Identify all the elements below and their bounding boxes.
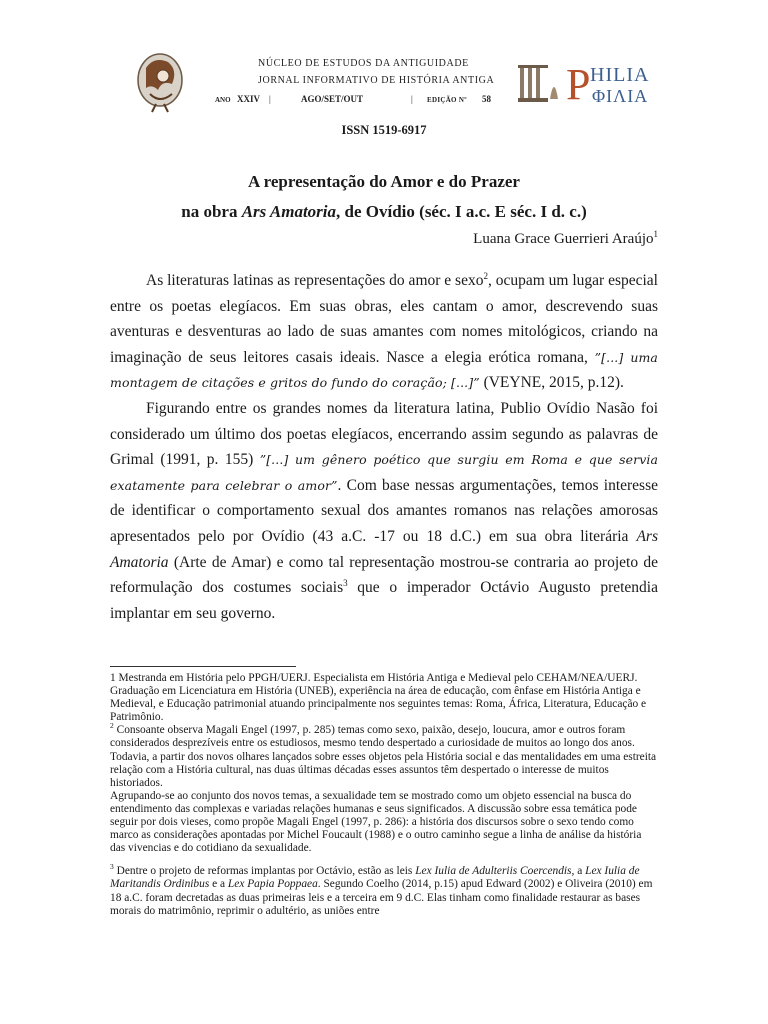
footnote-ref: 2 — [483, 270, 488, 281]
journal-header — [0, 0, 768, 140]
paragraph: Figurando entre os grandes nomes da literatura latina, Publio Ovídio Nasão foi considerado um último dos poetas elegíacos, encerrando assim segundo as palavras de Grimal (1991, p. 155) ”[...] um gênero poético que surgiu em Roma e que servia exatamente para celebrar o amor”. Com base nessas argumentações, temos interesse de identificar o comportamento sexual dos amantes romanos nas relações amorosas apresentados pelo por Ovídio (43 a.C. -17 ou 18 d.C.) em sua obra literária Ars Amatoria (Arte de Amar) e como tal representação mostrou-se contraria ao projeto de reformulação dos costumes sociais$^3$ que o imperador Octávio Augusto pretendia implantar em seu governo. — [110, 399, 659, 622]
nea-emblem-icon — [132, 50, 188, 114]
footnotes — [110, 672, 658, 918]
article-body — [110, 268, 658, 626]
article-title-line2: na obra Ars Amatoria, de Ovídio (séc. I a.c. E séc. I d. c.) — [181, 202, 587, 221]
logo-text-latin: HILIA — [590, 64, 650, 86]
footnote-ref: 3 — [343, 577, 348, 588]
issue-period: AGO/SET/OUT — [301, 94, 364, 104]
footnote-1: 1 Mestranda em História pelo PPGH/UERJ. Especialista em História Antiga e Medieval pelo CEHAM/NEA/UERJ. Graduação em Licenciatura em História (UNEB), experiência na área de educação, com ênfase em História Antiga e Medieval, e Educação patrimonial atuando principalmente nos seguintes temas: Roma, África, Literatura, Educação e Patrimônio. — [110, 672, 647, 724]
year-label: ANO — [215, 96, 231, 104]
separator: | — [269, 94, 271, 104]
separator: | — [411, 94, 413, 104]
header-journal-subtitle: JORNAL INFORMATIVO DE HISTÓRIA ANTIGA — [258, 75, 495, 86]
footnote-ref: 1 — [653, 229, 658, 239]
footnote-2: $^2$ Consoante observa Magali Engel (1997, p. 285) temas como sexo, paixão, desejo, loucura, amor e outros foram considerados desprezíveis entre os estudiosos, mesmo tendo despertado a curiosidade de muitos ao longo dos anos. Todavia, a partir dos novos olhares lançados sobre esses objetos pela História social e das mentalidades em uma estreita relação com a História cultural, nas duas últimas décadas esses assuntos têm despertado o interesse de muitos historiados. — [110, 721, 657, 789]
work-title: Ars Amatoria — [241, 202, 337, 221]
article-author: Luana Grace Guerrieri Araújo$^1$ — [473, 229, 658, 247]
issn: ISSN 1519-6917 — [341, 123, 427, 137]
article-title-line1: A representação do Amor e do Prazer — [248, 172, 520, 191]
logo-letter: P — [566, 60, 591, 107]
philia-logo-icon — [512, 55, 672, 107]
paragraph: As literaturas latinas as representações do amor e sexo$^2$, ocupam um lugar especial entre os poetas elegíacos. Em suas obras, eles cantam o amor, descrevendo suas aventuras e desventuras ao lado de suas amantes com nomes mitológicos, criando na imaginação de seus leitores casais ideais. Nasce a elegia erótica romana, ”[...] uma montagem de citações e gritos do fundo do coração; [...]” (VEYNE, 2015, p.12). — [110, 270, 658, 392]
header-institution: NÚCLEO DE ESTUDOS DA ANTIGUIDADE — [258, 58, 469, 69]
quotation: ”[...] um gênero poético que surgiu em Roma e que servia exatamente para celebrar o amor” — [110, 452, 659, 493]
footnote-3: $^3$ Dentre o projeto de reformas implantas por Octávio, estão as leis Lex Iulia de Adulteriis Coercendis, a Lex Iulia de Maritandis Ordinibus e a Lex Papia Poppaea. Segundo Coelho (2014, p.15) apud Edward (2002) e Oliveira (2010) em 18 a.C. foram decretadas as duas primeiras leis e a terceira em 9 d.C. Elas tinham como finalidade restaurar as bases morais do matrimônio, reprimir o adultério, as uniões entre — [110, 862, 653, 917]
edition-value: 58 — [482, 94, 491, 104]
year-value: XXIV — [237, 94, 261, 104]
logo-text-greek: ΦΙΛΙΑ — [592, 86, 649, 106]
quotation: ”[...] uma montagem de citações e gritos do fundo do coração; [...]” — [110, 349, 658, 391]
work-title: Ars Amatoria — [110, 527, 658, 571]
footnote-2-continuation: Agrupando-se ao conjunto dos novos temas, a sexualidade tem se mostrado como um objeto essencial na busca do entendimento das complexas e variadas relações humanas e seus significados. A discussão sobre essa temática pode seguir por dois vieses, como propõe Magali Engel (1997, p. 286): a história dos discursos sobre o sexo tendo como marco as considerações apontadas por Michel Foucault (1988) e o outro caminho segue a linha de análise da história das vivencias e do cotidiano da sexualidade. — [110, 789, 642, 855]
footnote-divider — [110, 666, 296, 667]
header-issue-info — [215, 94, 515, 108]
edition-label: EDIÇÃO Nº — [427, 96, 467, 104]
